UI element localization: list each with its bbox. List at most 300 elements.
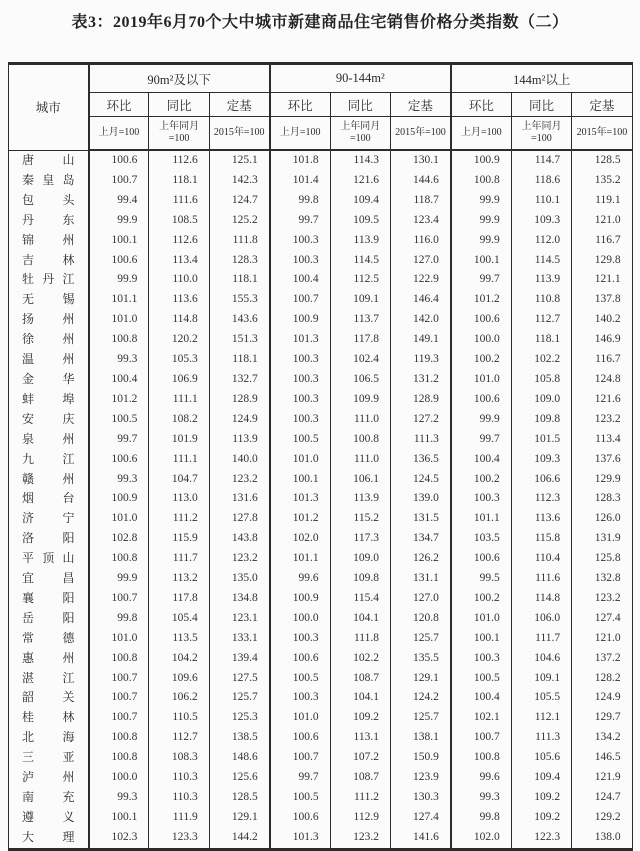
metric-header: 环比	[451, 93, 511, 117]
value-cell: 124.9	[209, 410, 269, 430]
value-cell: 127.4	[572, 609, 632, 629]
base-header: 上月=100	[451, 117, 511, 151]
value-cell: 100.1	[89, 808, 149, 828]
value-cell: 109.4	[330, 191, 390, 211]
base-header: 2015年=100	[209, 117, 269, 151]
value-cell: 113.9	[511, 270, 571, 290]
value-cell: 111.9	[149, 808, 209, 828]
table-row	[9, 808, 633, 828]
value-cell: 115.2	[330, 509, 390, 529]
city-cell: 丹东	[9, 211, 89, 231]
value-cell: 112.9	[330, 808, 390, 828]
value-cell: 102.0	[270, 529, 330, 549]
value-cell: 101.3	[270, 489, 330, 509]
table-row	[9, 410, 633, 430]
value-cell: 120.2	[149, 330, 209, 350]
value-cell: 118.7	[390, 191, 450, 211]
value-cell: 100.6	[451, 310, 511, 330]
table-row	[9, 370, 633, 390]
value-cell: 128.9	[209, 390, 269, 410]
value-cell: 103.5	[451, 529, 511, 549]
value-cell: 110.0	[149, 270, 209, 290]
value-cell: 121.6	[572, 390, 632, 410]
value-cell: 115.4	[330, 589, 390, 609]
value-cell: 106.0	[511, 609, 571, 629]
value-cell: 101.1	[451, 509, 511, 529]
value-cell: 118.6	[511, 171, 571, 191]
value-cell: 128.5	[572, 150, 632, 171]
value-cell: 101.2	[270, 509, 330, 529]
value-cell: 109.2	[330, 708, 390, 728]
value-cell: 125.3	[209, 708, 269, 728]
value-cell: 100.7	[89, 589, 149, 609]
value-cell: 123.2	[572, 589, 632, 609]
value-cell: 125.7	[209, 688, 269, 708]
value-cell: 109.1	[330, 290, 390, 310]
value-cell: 116.7	[572, 350, 632, 370]
value-cell: 135.0	[209, 569, 269, 589]
value-cell: 108.5	[149, 211, 209, 231]
header-row-groups	[9, 64, 633, 93]
value-cell: 123.2	[572, 410, 632, 430]
value-cell: 135.5	[390, 649, 450, 669]
value-cell: 131.6	[209, 489, 269, 509]
page-root	[0, 11, 640, 844]
value-cell: 100.7	[89, 171, 149, 191]
city-cell: 岳阳	[9, 609, 89, 629]
value-cell: 114.5	[511, 251, 571, 271]
value-cell: 112.5	[330, 270, 390, 290]
value-cell: 126.0	[572, 509, 632, 529]
metric-header: 环比	[89, 93, 149, 117]
value-cell: 100.5	[270, 788, 330, 808]
value-cell: 105.8	[511, 370, 571, 390]
value-cell: 127.8	[209, 509, 269, 529]
value-cell: 110.8	[511, 290, 571, 310]
value-cell: 125.8	[572, 549, 632, 569]
value-cell: 113.9	[209, 430, 269, 450]
value-cell: 110.4	[511, 549, 571, 569]
value-cell: 100.0	[270, 609, 330, 629]
value-cell: 111.7	[511, 629, 571, 649]
value-cell: 100.8	[330, 430, 390, 450]
value-cell: 136.5	[390, 450, 450, 470]
value-cell: 104.6	[511, 649, 571, 669]
table-row	[9, 211, 633, 231]
metric-header: 同比	[149, 93, 209, 117]
value-cell: 117.8	[149, 589, 209, 609]
value-cell: 100.7	[270, 748, 330, 768]
value-cell: 143.8	[209, 529, 269, 549]
value-cell: 114.3	[330, 150, 390, 171]
metric-header: 同比	[330, 93, 390, 117]
value-cell: 134.7	[390, 529, 450, 549]
value-cell: 100.9	[89, 489, 149, 509]
city-cell: 南充	[9, 788, 89, 808]
page-title: 表3：2019年6月70个大中城市新建商品住宅销售价格分类指数（二）	[71, 14, 569, 31]
value-cell: 125.1	[209, 150, 269, 171]
city-cell: 扬州	[9, 310, 89, 330]
value-cell: 101.3	[270, 330, 330, 350]
value-cell: 110.5	[149, 708, 209, 728]
value-cell: 102.2	[330, 649, 390, 669]
value-cell: 118.1	[511, 330, 571, 350]
value-cell: 109.8	[511, 410, 571, 430]
value-cell: 100.9	[270, 310, 330, 330]
value-cell: 137.6	[572, 450, 632, 470]
value-cell: 134.2	[572, 728, 632, 748]
value-cell: 111.3	[390, 430, 450, 450]
table-row	[9, 509, 633, 529]
value-cell: 101.0	[89, 509, 149, 529]
value-cell: 101.0	[270, 450, 330, 470]
value-cell: 100.8	[89, 748, 149, 768]
value-cell: 104.7	[149, 470, 209, 490]
value-cell: 118.1	[209, 270, 269, 290]
value-cell: 101.0	[451, 609, 511, 629]
value-cell: 101.4	[270, 171, 330, 191]
table-row	[9, 688, 633, 708]
value-cell: 127.0	[390, 589, 450, 609]
value-cell: 100.6	[89, 150, 149, 171]
value-cell: 100.0	[451, 330, 511, 350]
metric-header: 同比	[511, 93, 571, 117]
value-cell: 101.2	[89, 390, 149, 410]
value-cell: 109.0	[511, 390, 571, 410]
value-cell: 111.2	[330, 788, 390, 808]
value-cell: 144.6	[390, 171, 450, 191]
value-cell: 100.7	[89, 688, 149, 708]
value-cell: 129.1	[390, 669, 450, 689]
value-cell: 100.2	[451, 589, 511, 609]
value-cell: 99.9	[451, 191, 511, 211]
value-cell: 115.9	[149, 529, 209, 549]
city-cell: 遵义	[9, 808, 89, 828]
value-cell: 143.6	[209, 310, 269, 330]
value-cell: 124.7	[572, 788, 632, 808]
city-cell: 锦州	[9, 231, 89, 251]
value-cell: 111.8	[209, 231, 269, 251]
value-cell: 124.9	[572, 688, 632, 708]
table-row	[9, 649, 633, 669]
value-cell: 106.9	[149, 370, 209, 390]
value-cell: 102.2	[511, 350, 571, 370]
value-cell: 113.4	[149, 251, 209, 271]
value-cell: 113.4	[572, 430, 632, 450]
value-cell: 124.7	[209, 191, 269, 211]
value-cell: 123.2	[330, 828, 390, 849]
city-cell: 包头	[9, 191, 89, 211]
value-cell: 121.0	[572, 211, 632, 231]
value-cell: 121.0	[572, 629, 632, 649]
value-cell: 101.8	[270, 150, 330, 171]
value-cell: 119.3	[390, 350, 450, 370]
city-cell: 烟台	[9, 489, 89, 509]
city-cell: 平顶山	[9, 549, 89, 569]
value-cell: 104.1	[330, 688, 390, 708]
value-cell: 100.3	[270, 251, 330, 271]
value-cell: 117.8	[330, 330, 390, 350]
header-row-bases	[9, 117, 633, 151]
table-row	[9, 609, 633, 629]
value-cell: 139.4	[209, 649, 269, 669]
value-cell: 120.8	[390, 609, 450, 629]
city-cell: 大理	[9, 828, 89, 849]
value-cell: 142.0	[390, 310, 450, 330]
value-cell: 129.1	[209, 808, 269, 828]
value-cell: 99.3	[89, 788, 149, 808]
value-cell: 102.4	[330, 350, 390, 370]
value-cell: 113.9	[330, 231, 390, 251]
value-cell: 101.2	[451, 290, 511, 310]
base-header: 上月=100	[89, 117, 149, 151]
value-cell: 100.3	[270, 688, 330, 708]
value-cell: 132.8	[572, 569, 632, 589]
value-cell: 106.2	[149, 688, 209, 708]
base-header: 上月=100	[270, 117, 330, 151]
value-cell: 109.9	[330, 390, 390, 410]
table-row	[9, 529, 633, 549]
value-cell: 123.4	[390, 211, 450, 231]
value-cell: 111.1	[149, 390, 209, 410]
value-cell: 99.9	[451, 231, 511, 251]
value-cell: 101.0	[270, 708, 330, 728]
value-cell: 100.3	[451, 489, 511, 509]
base-header: 2015年=100	[390, 117, 450, 151]
table-row	[9, 231, 633, 251]
value-cell: 100.9	[270, 589, 330, 609]
value-cell: 149.1	[390, 330, 450, 350]
value-cell: 128.2	[572, 669, 632, 689]
city-cell: 蚌埠	[9, 390, 89, 410]
value-cell: 99.5	[451, 569, 511, 589]
city-cell: 三亚	[9, 748, 89, 768]
value-cell: 127.5	[209, 669, 269, 689]
value-cell: 100.3	[270, 231, 330, 251]
value-cell: 99.7	[270, 768, 330, 788]
city-cell: 泸州	[9, 768, 89, 788]
value-cell: 112.6	[149, 231, 209, 251]
value-cell: 128.3	[209, 251, 269, 271]
value-cell: 127.4	[390, 808, 450, 828]
city-cell: 九江	[9, 450, 89, 470]
value-cell: 100.3	[270, 350, 330, 370]
value-cell: 100.6	[270, 728, 330, 748]
value-cell: 101.3	[270, 828, 330, 849]
value-cell: 135.2	[572, 171, 632, 191]
value-cell: 119.1	[572, 191, 632, 211]
value-cell: 105.6	[511, 748, 571, 768]
value-cell: 114.5	[330, 251, 390, 271]
value-cell: 99.9	[89, 211, 149, 231]
value-cell: 131.5	[390, 509, 450, 529]
table-row	[9, 669, 633, 689]
value-cell: 148.6	[209, 748, 269, 768]
base-header: 上年同月=100	[149, 117, 209, 151]
value-cell: 106.5	[330, 370, 390, 390]
value-cell: 134.8	[209, 589, 269, 609]
value-cell: 108.7	[330, 669, 390, 689]
value-cell: 108.2	[149, 410, 209, 430]
value-cell: 111.6	[511, 569, 571, 589]
value-cell: 140.2	[572, 310, 632, 330]
value-cell: 114.7	[511, 150, 571, 171]
value-cell: 113.0	[149, 489, 209, 509]
table-row	[9, 489, 633, 509]
value-cell: 124.8	[572, 370, 632, 390]
value-cell: 124.2	[390, 688, 450, 708]
table-header	[9, 64, 633, 151]
table-row	[9, 270, 633, 290]
value-cell: 132.7	[209, 370, 269, 390]
value-cell: 100.2	[451, 350, 511, 370]
value-cell: 100.3	[270, 390, 330, 410]
value-cell: 124.5	[390, 470, 450, 490]
value-cell: 144.2	[209, 828, 269, 849]
value-cell: 108.3	[149, 748, 209, 768]
value-cell: 100.1	[451, 251, 511, 271]
value-cell: 142.3	[209, 171, 269, 191]
value-cell: 99.7	[451, 430, 511, 450]
value-cell: 113.7	[330, 310, 390, 330]
metric-header: 环比	[270, 93, 330, 117]
value-cell: 112.1	[511, 708, 571, 728]
value-cell: 111.6	[149, 191, 209, 211]
value-cell: 112.0	[511, 231, 571, 251]
city-cell: 安庆	[9, 410, 89, 430]
city-cell: 洛阳	[9, 529, 89, 549]
value-cell: 131.9	[572, 529, 632, 549]
value-cell: 127.0	[390, 251, 450, 271]
table-row	[9, 191, 633, 211]
value-cell: 99.6	[451, 768, 511, 788]
value-cell: 106.1	[330, 470, 390, 490]
value-cell: 100.7	[89, 669, 149, 689]
table-row	[9, 290, 633, 310]
value-cell: 112.7	[511, 310, 571, 330]
table-row	[9, 171, 633, 191]
value-cell: 100.8	[451, 171, 511, 191]
value-cell: 138.0	[572, 828, 632, 849]
value-cell: 123.2	[209, 549, 269, 569]
value-cell: 104.2	[149, 649, 209, 669]
value-cell: 123.1	[209, 609, 269, 629]
value-cell: 137.2	[572, 649, 632, 669]
value-cell: 100.8	[89, 728, 149, 748]
value-cell: 102.8	[89, 529, 149, 549]
value-cell: 109.2	[511, 808, 571, 828]
table-row	[9, 728, 633, 748]
value-cell: 118.1	[149, 171, 209, 191]
value-cell: 99.7	[270, 211, 330, 231]
value-cell: 101.1	[270, 549, 330, 569]
value-cell: 114.8	[511, 589, 571, 609]
group-header: 90-144m²	[270, 64, 451, 93]
value-cell: 105.5	[511, 688, 571, 708]
value-cell: 99.9	[451, 211, 511, 231]
value-cell: 109.4	[511, 768, 571, 788]
metric-header: 定基	[572, 93, 632, 117]
value-cell: 123.3	[149, 828, 209, 849]
value-cell: 100.4	[270, 270, 330, 290]
city-cell: 襄阳	[9, 589, 89, 609]
value-cell: 100.8	[89, 549, 149, 569]
value-cell: 107.2	[330, 748, 390, 768]
value-cell: 113.2	[149, 569, 209, 589]
value-cell: 100.5	[451, 669, 511, 689]
value-cell: 100.6	[270, 649, 330, 669]
value-cell: 100.1	[270, 470, 330, 490]
value-cell: 111.3	[511, 728, 571, 748]
value-cell: 100.3	[451, 649, 511, 669]
value-cell: 100.6	[89, 450, 149, 470]
price-index-table	[8, 62, 633, 851]
city-cell: 湛江	[9, 669, 89, 689]
table-row	[9, 629, 633, 649]
table-row	[9, 708, 633, 728]
value-cell: 100.7	[451, 728, 511, 748]
header-row-metrics	[9, 93, 633, 117]
table-row	[9, 470, 633, 490]
group-header: 144m²以上	[451, 64, 632, 93]
value-cell: 123.9	[390, 768, 450, 788]
value-cell: 106.6	[511, 470, 571, 490]
value-cell: 100.6	[270, 808, 330, 828]
value-cell: 129.7	[572, 708, 632, 728]
value-cell: 112.6	[149, 150, 209, 171]
table-row	[9, 748, 633, 768]
table-row	[9, 390, 633, 410]
value-cell: 105.4	[149, 609, 209, 629]
value-cell: 101.0	[89, 629, 149, 649]
value-cell: 104.1	[330, 609, 390, 629]
value-cell: 125.7	[390, 629, 450, 649]
table-body	[9, 150, 633, 849]
col-header-city: 城市	[9, 64, 89, 151]
value-cell: 99.9	[89, 569, 149, 589]
value-cell: 109.3	[511, 450, 571, 470]
value-cell: 131.2	[390, 370, 450, 390]
value-cell: 150.9	[390, 748, 450, 768]
value-cell: 99.7	[89, 430, 149, 450]
value-cell: 117.3	[330, 529, 390, 549]
value-cell: 125.7	[390, 708, 450, 728]
table-row	[9, 549, 633, 569]
value-cell: 130.1	[390, 150, 450, 171]
value-cell: 146.5	[572, 748, 632, 768]
value-cell: 101.1	[89, 290, 149, 310]
base-header: 上年同月=100	[511, 117, 571, 151]
value-cell: 109.3	[511, 211, 571, 231]
value-cell: 102.3	[89, 828, 149, 849]
value-cell: 116.0	[390, 231, 450, 251]
value-cell: 99.8	[270, 191, 330, 211]
value-cell: 100.5	[270, 430, 330, 450]
value-cell: 128.3	[572, 489, 632, 509]
value-cell: 99.8	[89, 609, 149, 629]
value-cell: 137.8	[572, 290, 632, 310]
city-cell: 惠州	[9, 649, 89, 669]
value-cell: 100.6	[451, 390, 511, 410]
city-cell: 韶关	[9, 688, 89, 708]
value-cell: 100.4	[451, 450, 511, 470]
value-cell: 100.4	[451, 688, 511, 708]
value-cell: 99.9	[451, 410, 511, 430]
value-cell: 99.7	[451, 270, 511, 290]
value-cell: 129.2	[572, 808, 632, 828]
value-cell: 113.5	[149, 629, 209, 649]
value-cell: 123.2	[209, 470, 269, 490]
